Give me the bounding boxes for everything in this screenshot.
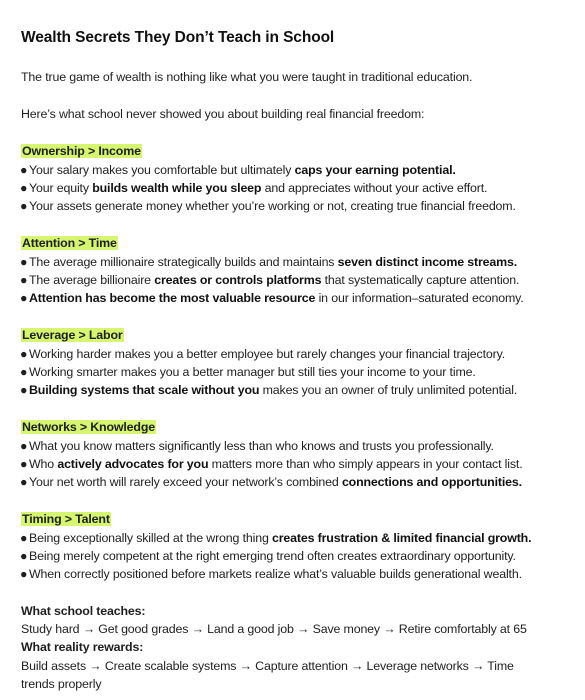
bullet-item: ● Being merely competent at the right emerging trend often creates extraordinary opportunity. <box>20 549 516 563</box>
heading-highlight: Leverage > Labor <box>22 328 123 342</box>
bullet-item: ● Being exceptionally skilled at the wrong thing creates frustration & limited financial growth. <box>20 531 532 545</box>
section-heading-attention <box>21 235 118 251</box>
bullet-icon: ● <box>20 163 28 177</box>
bullet-item: ● Your net worth will rarely exceed your network’s combined connections and opportunities. <box>20 475 522 489</box>
heading-highlight: Timing > Talent <box>22 512 110 526</box>
section-heading-ownership <box>21 143 142 159</box>
bullet-item: ● Your salary makes you comfortable but ultimately caps your earning potential. <box>20 163 456 177</box>
heading-highlight: Ownership > Income <box>22 144 141 158</box>
bullet-icon: ● <box>20 273 28 287</box>
reality-rewards-label: What reality rewards: <box>21 640 144 654</box>
bullet-item: ● The average billionaire creates or controls platforms that systematically capture attention. <box>20 273 520 287</box>
bullet-icon: ● <box>20 567 28 581</box>
page-title: Wealth Secrets They Don’t Teach in School <box>21 29 335 46</box>
bullet-item: ● Your equity builds wealth while you sleep and appreciates without your active effort. <box>20 181 488 195</box>
bullet-item: ● The average millionaire strategically builds and maintains seven distinct income streams. <box>20 255 518 269</box>
school-teaches-text: Study hard → Get good grades → Land a good job → Save money → Retire comfortably at 65 <box>21 622 527 636</box>
section-heading-leverage <box>21 327 124 343</box>
school-teaches-label: What school teaches: <box>21 604 146 618</box>
section-heading-timing <box>21 511 111 527</box>
bullet-item: ● What you know matters significantly less than who knows and trusts you professionally. <box>20 439 494 453</box>
bullet-icon: ● <box>20 439 28 453</box>
bullet-icon: ● <box>20 255 28 269</box>
heading-highlight: Attention > Time <box>22 236 117 250</box>
heading-highlight: Networks > Knowledge <box>22 420 155 434</box>
bullet-icon: ● <box>20 291 28 305</box>
reality-rewards-line-1: Build assets → Create scalable systems → Capture attention → Leverage networks → Time <box>21 659 514 673</box>
bullet-item: ● Working harder makes you a better employee but rarely changes your financial trajectory. <box>20 347 506 361</box>
intro-line-1: The true game of wealth is nothing like what you were taught in traditional education. <box>21 70 473 84</box>
bullet-icon: ● <box>20 365 28 379</box>
bullet-item: ● Working smarter makes you a better manager but still ties your income to your time. <box>20 365 476 379</box>
bullet-icon: ● <box>20 181 28 195</box>
bullet-item: ● When correctly positioned before markets realize what’s valuable builds generational wealth. <box>20 567 522 581</box>
bullet-icon: ● <box>20 475 28 489</box>
bullet-item: ● Your assets generate money whether you’re working or not, creating true financial freedom. <box>20 199 516 213</box>
bullet-item: ● Who actively advocates for you matters more than who simply appears in your contact list. <box>20 457 523 471</box>
bullet-icon: ● <box>20 531 28 545</box>
bullet-item: ● Building systems that scale without you makes you an owner of truly unlimited potential. <box>20 383 518 397</box>
bullet-icon: ● <box>20 199 28 213</box>
reality-rewards-line-2: trends properly <box>21 677 102 691</box>
bullet-icon: ● <box>20 383 28 397</box>
bullet-icon: ● <box>20 549 28 563</box>
bullet-icon: ● <box>20 347 28 361</box>
section-heading-networks <box>21 419 156 435</box>
intro-line-2: Here’s what school never showed you about building real financial freedom: <box>21 107 425 121</box>
bullet-item: ● Attention has become the most valuable resource in our information–saturated economy. <box>20 291 524 305</box>
bullet-icon: ● <box>20 457 28 471</box>
